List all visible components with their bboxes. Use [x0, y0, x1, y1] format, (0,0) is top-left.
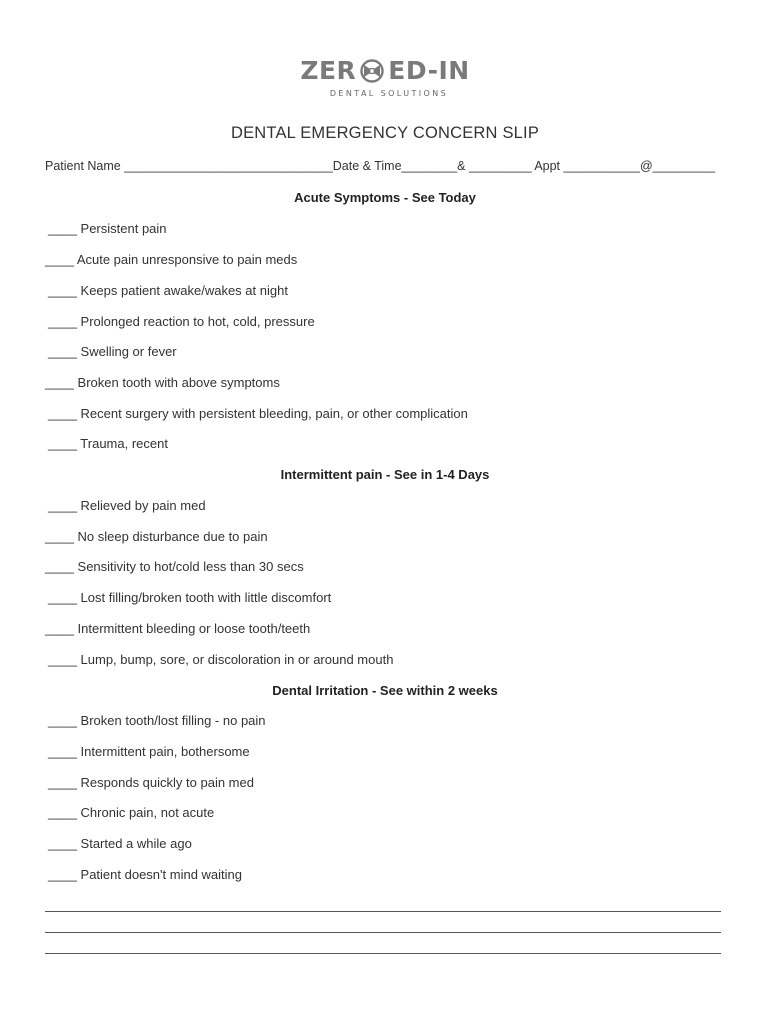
checklist-item[interactable]: ____ Broken tooth/lost filling - no pain	[48, 713, 266, 728]
document-title: DENTAL EMERGENCY CONCERN SLIP	[230, 124, 540, 142]
logo-text-left: ZER	[300, 56, 357, 85]
patient-info-line[interactable]: Patient Name ______________________________Date & Time________& _________ Appt ___________@_________	[45, 159, 716, 173]
checklist-item[interactable]: ____ Prolonged reaction to hot, cold, pressure	[48, 314, 315, 329]
notes-line[interactable]	[45, 911, 721, 912]
checklist-item[interactable]: ____ Started a while ago	[48, 836, 192, 851]
checklist-item[interactable]: ____ Relieved by pain med	[48, 498, 206, 513]
checklist-item[interactable]: ____ Keeps patient awake/wakes at night	[48, 283, 288, 298]
logo-tagline: DENTAL SOLUTIONS	[329, 89, 449, 98]
checklist-item[interactable]: ____ Acute pain unresponsive to pain meds	[45, 252, 298, 267]
notes-line[interactable]	[45, 932, 721, 933]
checklist-item[interactable]: ____ Intermittent pain, bothersome	[48, 744, 250, 759]
checklist-item[interactable]: ____ Sensitivity to hot/cold less than 30 secs	[45, 559, 304, 574]
notes-line[interactable]	[45, 953, 721, 954]
checklist-item[interactable]: ____ Lost filling/broken tooth with little discomfort	[48, 590, 332, 605]
section-heading-irritation: Dental Irritation - See within 2 weeks	[272, 683, 498, 698]
section-heading-intermittent: Intermittent pain - See in 1-4 Days	[280, 467, 490, 482]
checklist-item[interactable]: ____ Recent surgery with persistent bleeding, pain, or other complication	[48, 406, 468, 421]
tooth-bowtie-icon	[357, 59, 387, 83]
checklist-item[interactable]: ____ Lump, bump, sore, or discoloration in or around mouth	[48, 652, 394, 667]
checklist-item[interactable]: ____ Responds quickly to pain med	[48, 775, 254, 790]
checklist-item[interactable]: ____ Swelling or fever	[48, 344, 177, 359]
checklist-item[interactable]: ____ Intermittent bleeding or loose tooth/teeth	[45, 621, 311, 636]
checklist-item[interactable]: ____ No sleep disturbance due to pain	[45, 529, 268, 544]
checklist-item[interactable]: ____ Persistent pain	[48, 221, 167, 236]
logo-text-right: ED-IN	[388, 56, 470, 85]
section-heading-acute: Acute Symptoms - See Today	[294, 190, 476, 205]
checklist-item[interactable]: ____ Chronic pain, not acute	[48, 805, 215, 820]
checklist-item[interactable]: ____ Patient doesn't mind waiting	[48, 867, 242, 882]
checklist-item[interactable]: ____ Trauma, recent	[48, 436, 168, 451]
company-logo	[0, 56, 770, 104]
checklist-item[interactable]: ____ Broken tooth with above symptoms	[45, 375, 280, 390]
logo-wordmark	[300, 56, 469, 86]
